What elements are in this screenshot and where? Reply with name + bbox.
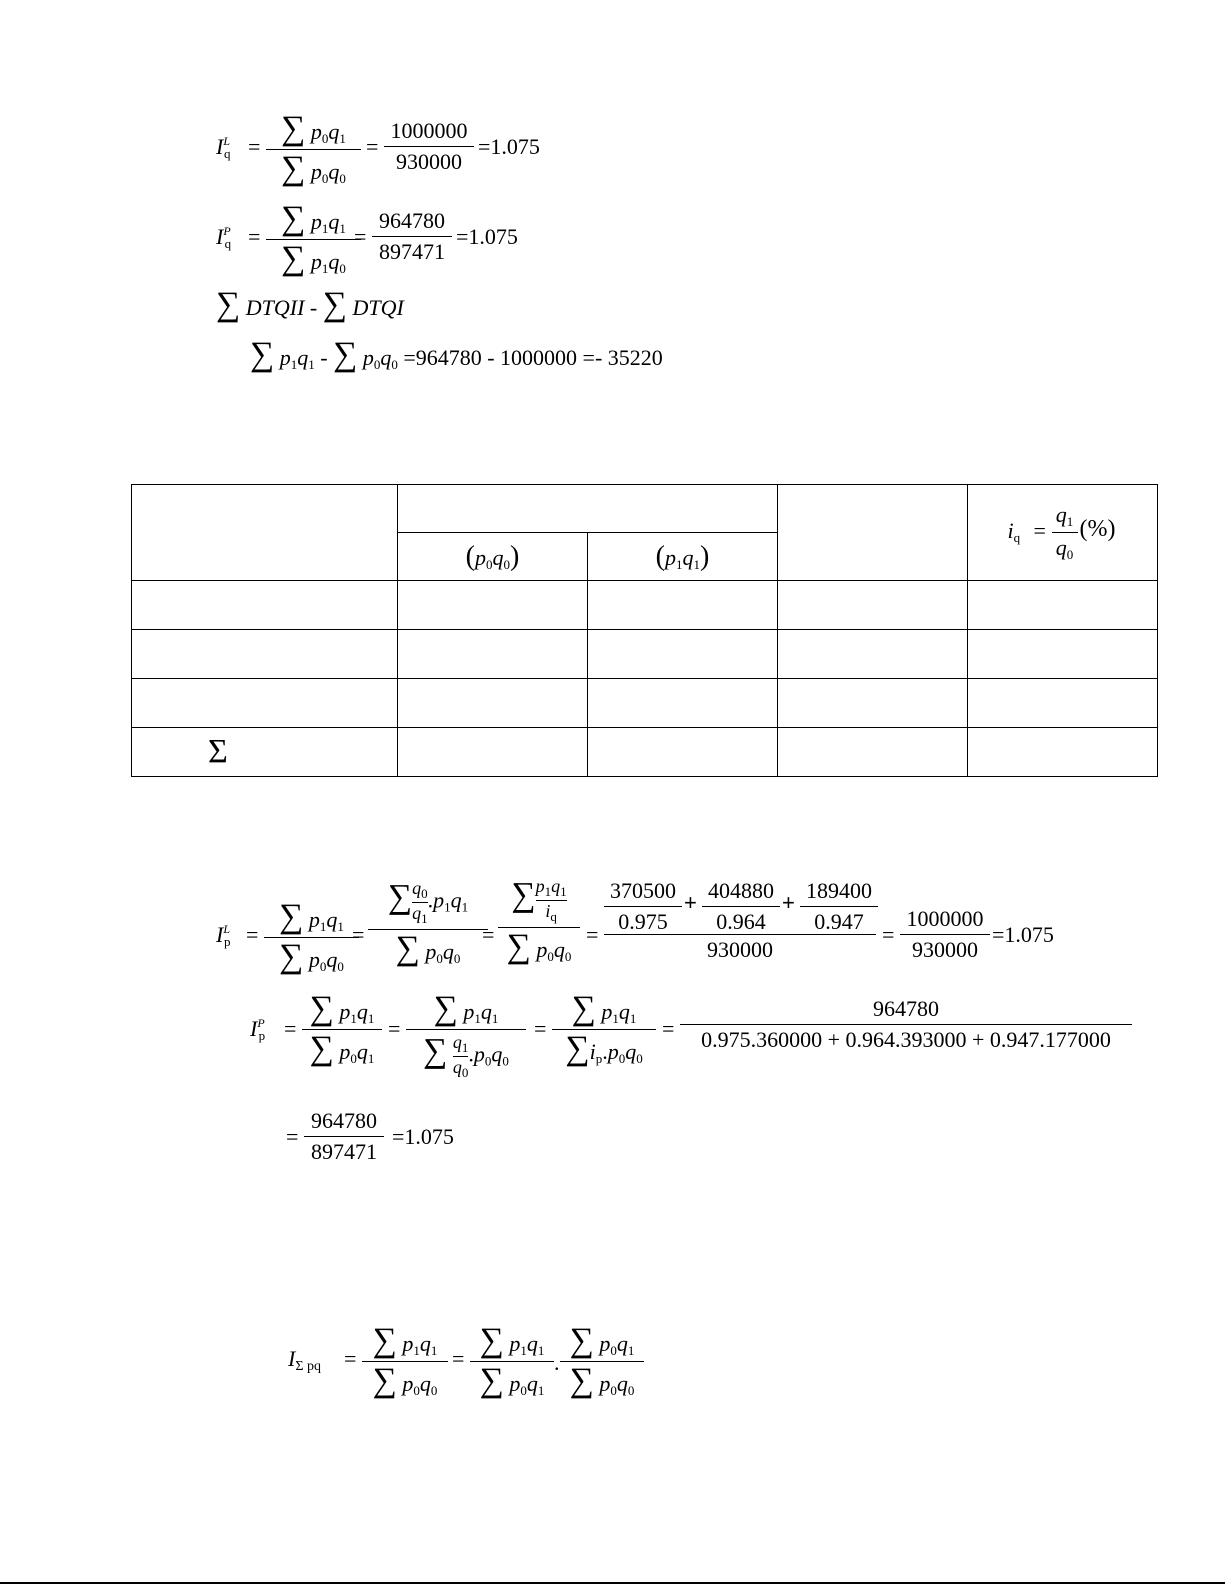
expanded-fraction: 370500 0.975 + 404880 0.964 + 189400 0.947 930000	[604, 878, 876, 963]
table-head-p0q0: $(p_0q_0)$	[398, 533, 588, 581]
eq-label: $I^L_p$	[216, 922, 231, 949]
table-head-cell	[132, 485, 398, 581]
eq-result: =1.075	[478, 134, 540, 159]
expanded-fraction: 964780 0.975.360000 + 0.964.393000 + 0.947.177000	[680, 996, 1132, 1053]
eq-result-2: = 964780 897471 =1.075	[286, 1108, 454, 1164]
eq-diff-value: =964780 - 1000000 =- 35220	[403, 345, 663, 370]
eq-label: $I^L_q$	[216, 134, 231, 161]
eq-result: =1.075	[992, 922, 1054, 947]
sum-symbol: Σ	[208, 733, 228, 770]
eq-ip-paasche: $I^P_p$ = ∑ $p_1q_1$ ∑ $p_0q_1$ = ∑ $p_1q_1$ ∑ $q_1$ $q_0.p_0q_0$ = ∑ $p_1q_1$ $\sum i_p.p_0q_0$ = 964780 0.975.360000 + 0.964.393000 + 0.947.177000	[250, 988, 1150, 1088]
eq-result: =1.075	[392, 1124, 454, 1149]
value-fraction: 1000000 930000	[384, 118, 474, 175]
eq-diff: ∑ $p_1q_1$ - ∑ $p_0q_0 =964780 - 1000000 =- 35220$	[250, 336, 663, 373]
eq-iq-paasche: $I^P_q$ = ∑ $p_1q_1$ ∑ $p_1q_0$ = 964780 897471 =1.075	[216, 200, 518, 277]
eq-result: =1.075	[456, 224, 518, 249]
page-bottom-rule	[0, 1582, 1225, 1584]
table-head-p1q1: $(p_1q_1)$	[588, 533, 778, 581]
table-row	[132, 581, 1158, 630]
table-head-cell	[398, 485, 778, 533]
table-head-iq: $i_q$ = $q_1$ $q_0$ (%)	[968, 485, 1158, 581]
table-row-sum	[132, 728, 1158, 777]
eq-dtq: ∑ DTQII - ∑ DTQI	[216, 286, 404, 323]
table-head-cell	[778, 485, 968, 581]
eq-total: $I_{\Sigma pq}$ = ∑ $p_1q_1$ ∑ $p_0q_0$ = ∑ $p_1q_1$ ∑ $p_0q_1$ . ∑ $p_0q_1$ ∑ $p_0q_0$	[288, 1324, 668, 1396]
sigma-fraction: ∑ $p_0q_1$ ∑ $p_0q_0$	[266, 112, 361, 187]
eq-ip-laspeyres: $I^L_p$ = ∑ $p_1q_1$ ∑ $p_0q_0$ = $\sum q_0$ $q_1.p_1q_1$ ∑ $p_0q_0$ = $\sum p_1q_1$ $i_q$ ∑ $p_0q_0$ = 370500 0.975 + 404880 0.964 + 189400 0.947 930000 = 1000000 930000 =1.075	[216, 876, 1054, 975]
eq-label: $I_{\Sigma pq}$	[288, 1346, 321, 1374]
table-row	[132, 679, 1158, 728]
eq-label: $I^P_q$	[216, 224, 232, 251]
data-table	[131, 484, 1158, 777]
sigma-fraction: ∑ $p_1q_1$ ∑ $p_1q_0$	[266, 202, 361, 277]
value-fraction: 964780 897471	[372, 208, 452, 265]
table-row	[132, 630, 1158, 679]
eq-label: $I^P_p$	[250, 1016, 266, 1043]
eq-iq-laspeyres: $I^L_q$ = ∑ $p_0q_1$ ∑ $p_0q_0$ = 1000000 930000 =1.075	[216, 110, 540, 187]
